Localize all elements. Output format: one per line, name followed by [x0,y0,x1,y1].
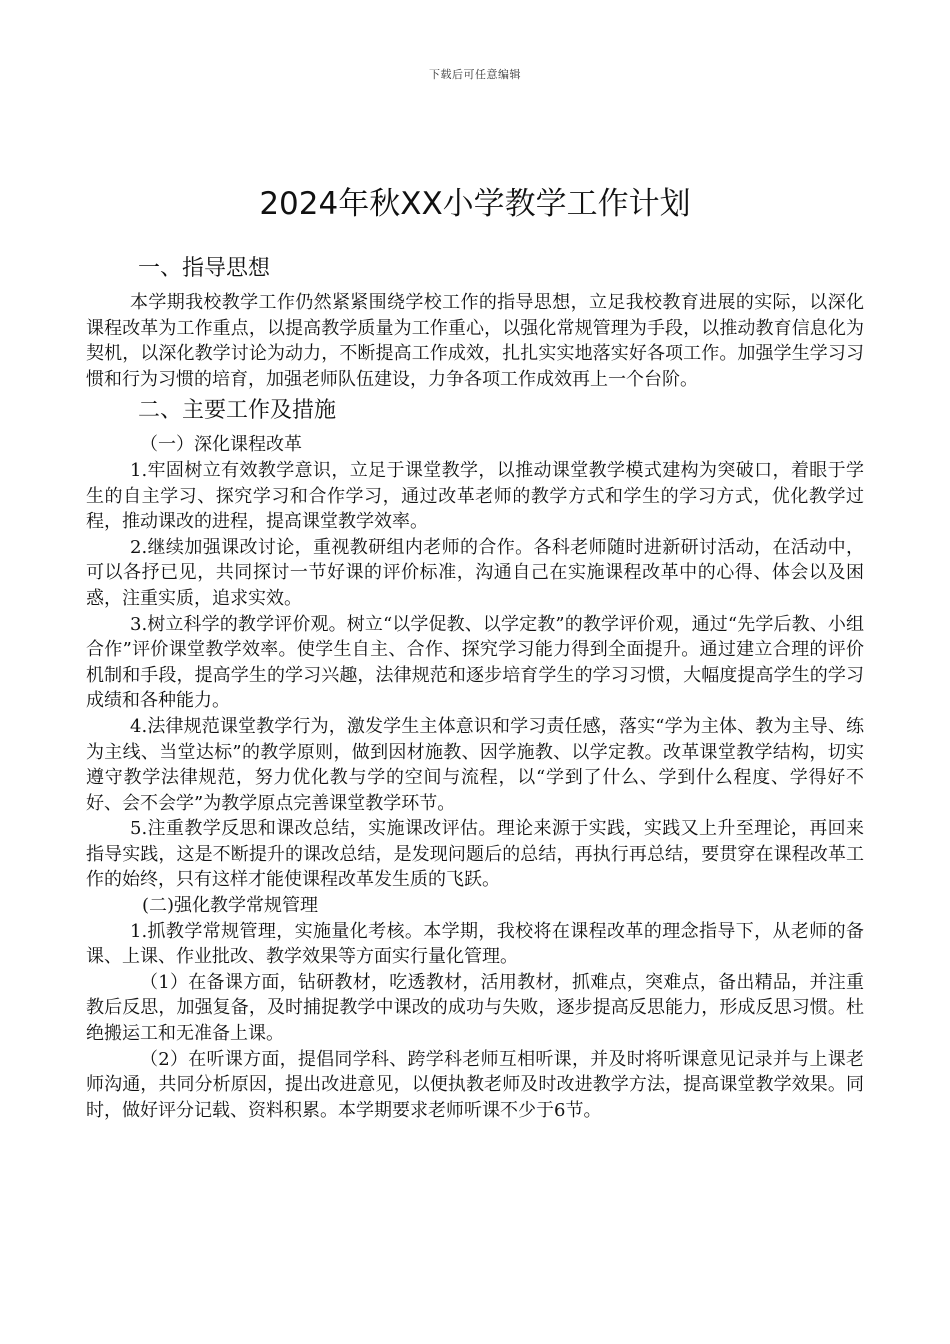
subsection-heading-routine-management: (二)强化教学常规管理 [142,895,319,917]
header-note: 下载后可任意编辑 [429,68,521,81]
reform-item-3: 3.树立科学的教学评价观。树立“以学促教、以学定教”的教学评价观，通过“先学后教、小组合作”评价课堂教学效率。使学生自主、合作、探究学习能力得到全面提升。通过建立合理的评价机制和手段，提高学生的学习兴趣，法律规范和逐步培育学生的学习习惯，大幅度提高学生的学习成绩和各种能力。 [86,613,864,712]
document-title: 2024年秋XX小学教学工作计划 [259,186,691,222]
reform-item-5: 5.注重教学反思和课改总结，实施课改评估。理论来源于实践，实践又上升至理论，再回来指导实践，这是不断提升的课改总结，是发现问题后的总结，再执行再总结，要贯穿在课程改革工作的始终，只有这样才能使课程改革发生质的飞跃。 [86,818,864,891]
subsection-heading-curriculum-reform: （一）深化课程改革 [140,434,302,456]
routine-item-1: 1.抓教学常规管理，实施量化考核。本学期，我校将在课程改革的理念指导下，从老师的备课、上课、作业批改、教学效果等方面实行量化管理。 [86,920,864,968]
reform-item-4: 4.法律规范课堂教学行为，激发学生主体意识和学习责任感，落实“学为主体、教为主导、练为主线、当堂达标”的教学原则，做到因材施教、因学施教、以学定教。改革课堂教学结构，切实遵守教学法律规范，努力优化教与学的空间与流程，以“学到了什么、学到什么程度、学得好不好、会不会学”为教学原点完善课堂教学环节。 [86,715,864,814]
section-heading-guiding-thought: 一、指导思想 [138,256,271,281]
routine-point-lesson-prep: （1）在备课方面，钻研教材，吃透教材，活用教材，抓难点，突难点，备出精品，并注重教后反思，加强复备，及时捕捉教学中课改的成功与失败，逐步提高反思能力，形成反思习惯。杜绝搬运工和无准备上课。 [86,971,864,1045]
document-body [86,252,864,1123]
reform-item-2: 2.继续加强课改讨论，重视教研组内老师的合作。各科老师随时进新研讨活动，在活动中，可以各抒已见，共同探讨一节好课的评价标准，沟通自己在实施课程改革中的心得、体会以及困惑，注重实质，追求实效。 [86,536,864,609]
section-heading-main-work: 二、主要工作及措施 [138,398,337,424]
routine-point-lesson-observation: （2）在听课方面，提倡同学科、跨学科老师互相听课，并及时将听课意见记录并与上课老师沟通，共同分析原因，提出改进意见，以便执教老师及时改进教学方法，提高课堂教学效果。同时，做好评分记载、资料积累。本学期要求老师听课不少于6节。 [86,1048,864,1121]
reform-item-1: 1.牢固树立有效教学意识，立足于课堂教学，以推动课堂教学模式建构为突破口，着眼于学生的自主学习、探究学习和合作学习，通过改革老师的教学方式和学生的学习方式，优化教学过程，推动课改的进程，提高课堂教学效率。 [86,459,864,533]
guiding-thought-paragraph: 本学期我校教学工作仍然紧紧围绕学校工作的指导思想，立足我校教育进展的实际，以深化课程改革为工作重点，以提高教学质量为工作重心，以强化常规管理为手段，以推动教育信息化为契机，以深化教学讨论为动力，不断提高工作成效，扎扎实实地落实好各项工作。加强学生学习习惯和行为习惯的培育，加强老师队伍建设，力争各项工作成效再上一个台阶。 [86,292,864,390]
